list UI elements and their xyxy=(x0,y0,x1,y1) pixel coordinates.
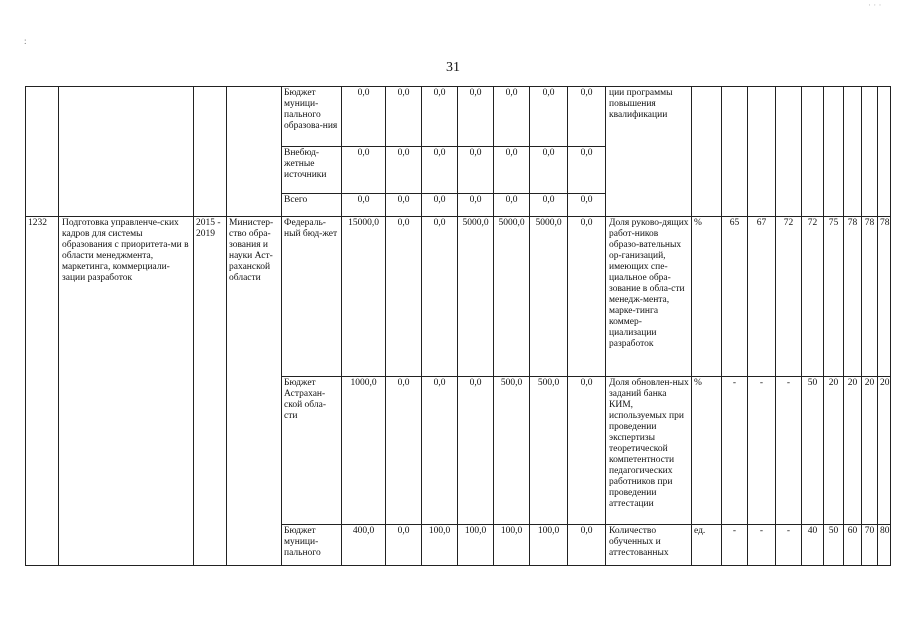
amount-cell: 0,0 xyxy=(568,87,606,147)
amount-cell: 0,0 xyxy=(422,87,458,147)
target-cell: 70 xyxy=(862,525,878,566)
item-period: 2015 - 2019 xyxy=(194,217,227,566)
funding-source: Бюджет муници-пального образова-ния xyxy=(282,87,342,147)
amount-cell: 100,0 xyxy=(530,525,568,566)
amount-cell: 0,0 xyxy=(386,377,422,525)
indicator-text: Доля руково-дящих работ-ников образо-вательных ор-ганизаций, имеющих спе-циальное обра-зование в обла-сти менедж-мента, марке-тинга коммер-циализации разработок xyxy=(606,217,692,377)
funding-source: Внебюд-жетные источники xyxy=(282,147,342,194)
amount-cell: 0,0 xyxy=(494,147,530,194)
unit-cell: % xyxy=(692,217,722,377)
amount-cell: 500,0 xyxy=(530,377,568,525)
amount-cell: 0,0 xyxy=(386,525,422,566)
amount-cell: 15000,0 xyxy=(342,217,386,377)
funding-source: Всего xyxy=(282,194,342,217)
amount-cell: 0,0 xyxy=(422,377,458,525)
funding-source: Бюджет Астрахан-ской обла-сти xyxy=(282,377,342,525)
amount-cell: 0,0 xyxy=(568,377,606,525)
item-executor: Министер-ство обра-зования и науки Аст-раханской области xyxy=(227,217,282,566)
page-number: 31 xyxy=(446,60,460,75)
target-cell xyxy=(802,87,824,217)
indicator-text: Количество обученных и аттестованных xyxy=(606,525,692,566)
target-cell: 50 xyxy=(802,377,824,525)
amount-cell: 0,0 xyxy=(422,194,458,217)
target-cell xyxy=(878,87,891,217)
target-cell: 40 xyxy=(802,525,824,566)
target-cell: - xyxy=(776,525,802,566)
target-cell: 72 xyxy=(776,217,802,377)
target-cell: 67 xyxy=(748,217,776,377)
executor-cell xyxy=(227,87,282,217)
unit-cell: % xyxy=(692,377,722,525)
target-cell: 78 xyxy=(862,217,878,377)
item-title: Подготовка управленче-ских кадров для системы образования с приоритета-ми в области менеджмента, маркетинга, коммерциали-зации разработок xyxy=(59,217,194,566)
indicator-text: ции программы повышения квалификации xyxy=(606,87,692,217)
target-cell xyxy=(748,87,776,217)
amount-cell: 0,0 xyxy=(342,147,386,194)
target-cell: 78 xyxy=(878,217,891,377)
item-number: 1232 xyxy=(26,217,59,566)
target-cell: - xyxy=(748,525,776,566)
target-cell: 20 xyxy=(844,377,862,525)
amount-cell: 0,0 xyxy=(494,87,530,147)
target-cell xyxy=(862,87,878,217)
target-cell: 60 xyxy=(844,525,862,566)
amount-cell: 0,0 xyxy=(342,87,386,147)
amount-cell: 500,0 xyxy=(494,377,530,525)
target-cell: 80 xyxy=(878,525,891,566)
target-cell: 20 xyxy=(878,377,891,525)
amount-cell: 1000,0 xyxy=(342,377,386,525)
funding-source: Федераль-ный бюд-жет xyxy=(282,217,342,377)
amount-cell: 100,0 xyxy=(422,525,458,566)
amount-cell: 0,0 xyxy=(494,194,530,217)
amount-cell: 0,0 xyxy=(386,87,422,147)
unit-cell: ед. xyxy=(692,525,722,566)
amount-cell: 400,0 xyxy=(342,525,386,566)
target-cell: 72 xyxy=(802,217,824,377)
target-cell: - xyxy=(722,525,748,566)
amount-cell: 0,0 xyxy=(568,217,606,377)
target-cell: 50 xyxy=(824,525,844,566)
amount-cell: 0,0 xyxy=(386,194,422,217)
amount-cell: 0,0 xyxy=(458,194,494,217)
amount-cell: 0,0 xyxy=(458,147,494,194)
amount-cell: 0,0 xyxy=(568,147,606,194)
target-cell: 20 xyxy=(824,377,844,525)
amount-cell: 0,0 xyxy=(386,147,422,194)
item-number-cell xyxy=(26,87,59,217)
amount-cell: 0,0 xyxy=(568,525,606,566)
program-table xyxy=(25,86,891,566)
item-title-cell xyxy=(59,87,194,217)
unit-cell xyxy=(692,87,722,217)
target-cell xyxy=(824,87,844,217)
target-cell xyxy=(844,87,862,217)
amount-cell: 0,0 xyxy=(458,87,494,147)
target-cell: - xyxy=(748,377,776,525)
margin-mark: : xyxy=(24,36,27,46)
amount-cell: 0,0 xyxy=(458,377,494,525)
target-cell: 75 xyxy=(824,217,844,377)
amount-cell: 100,0 xyxy=(494,525,530,566)
table-row xyxy=(26,87,891,147)
amount-cell: 0,0 xyxy=(530,147,568,194)
amount-cell: 5000,0 xyxy=(494,217,530,377)
amount-cell: 0,0 xyxy=(422,217,458,377)
margin-mark-top-right: · · · xyxy=(868,0,882,10)
period-cell xyxy=(194,87,227,217)
target-cell xyxy=(722,87,748,217)
target-cell xyxy=(776,87,802,217)
target-cell: 65 xyxy=(722,217,748,377)
target-cell: 78 xyxy=(844,217,862,377)
indicator-text: Доля обновлен-ных заданий банка КИМ, используемых при проведении экспертизы теоретической компетентности педагогических работников при проведении аттестации xyxy=(606,377,692,525)
amount-cell: 0,0 xyxy=(342,194,386,217)
amount-cell: 100,0 xyxy=(458,525,494,566)
amount-cell: 0,0 xyxy=(568,194,606,217)
target-cell: - xyxy=(722,377,748,525)
table-row xyxy=(26,217,891,377)
amount-cell: 0,0 xyxy=(530,194,568,217)
amount-cell: 5000,0 xyxy=(458,217,494,377)
target-cell: 20 xyxy=(862,377,878,525)
target-cell: - xyxy=(776,377,802,525)
amount-cell: 0,0 xyxy=(386,217,422,377)
amount-cell: 5000,0 xyxy=(530,217,568,377)
funding-source: Бюджет муници-пального xyxy=(282,525,342,566)
amount-cell: 0,0 xyxy=(422,147,458,194)
amount-cell: 0,0 xyxy=(530,87,568,147)
